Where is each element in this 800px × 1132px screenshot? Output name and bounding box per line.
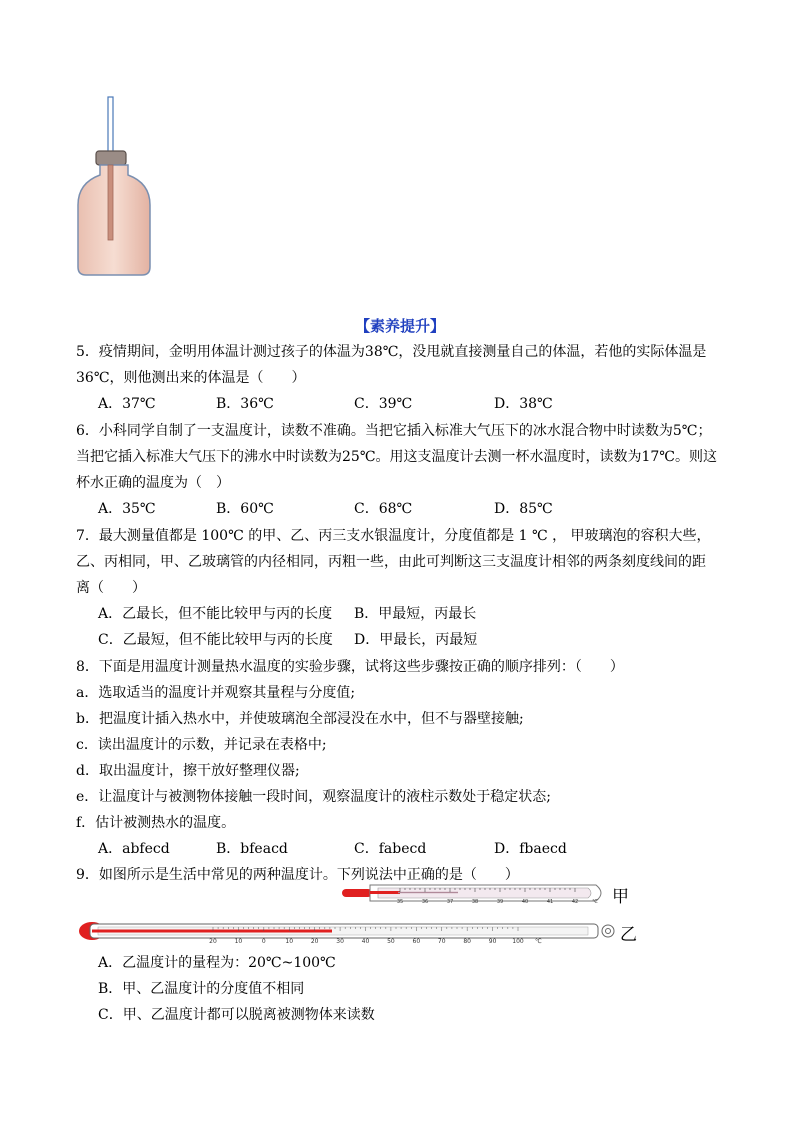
q5-option-c: C．39℃	[354, 396, 413, 412]
q7-option-a: A．乙最长，但不能比较甲与丙的长度	[98, 606, 333, 622]
q9-option-b: B．甲、乙温度计的分度值不相同	[98, 981, 305, 997]
q5-stem-line2: 36℃，则他测出来的体温是（ ）	[76, 370, 306, 386]
q7-stem-line1: 7．最大测量值都是 100℃ 的甲、乙、丙三支水银温度计，分度值都是 1 ℃ ， 甲玻璃泡的容积大些，	[76, 528, 711, 544]
yi-tick-label: 90	[488, 938, 497, 944]
label-jia: 甲	[612, 887, 629, 907]
q8-option-c: C．fabecd	[354, 841, 427, 857]
yi-tick-label: 80	[463, 938, 471, 944]
jia-tick-label: 37	[446, 899, 454, 905]
yi-tick-label: 10	[234, 938, 243, 944]
q9-option-a: A．乙温度计的量程为：20℃~100℃	[98, 955, 336, 971]
yi-tick-label: 10	[285, 938, 294, 944]
jia-tick-label: 41	[546, 899, 554, 905]
jia-tick-label: 36	[421, 899, 429, 905]
label-yi: 乙	[620, 925, 637, 945]
q7-option-b: B．甲最短，丙最长	[354, 606, 477, 622]
q8-step-a: a．选取适当的温度计并观察其量程与分度值;	[76, 685, 356, 701]
jia-tick-label: 35	[396, 899, 404, 905]
yi-tick-label: 40	[361, 938, 370, 944]
yi-tick-label: 30	[336, 938, 344, 944]
q8-step-b: b．把温度计插入热水中，并使玻璃泡全部浸没在水中，但不与器壁接触;	[76, 711, 524, 727]
q6-option-a: A．35℃	[98, 501, 156, 517]
thermometer-yi	[78, 918, 618, 944]
q9-option-c: C．甲、乙温度计都可以脱离被测物体来读数	[98, 1007, 375, 1023]
q7-option-d: D．甲最长，丙最短	[354, 632, 478, 648]
q9-stem-line1: 9．如图所示是生活中常见的两种温度计。下列说法中正确的是（ ）	[76, 867, 519, 883]
jia-tick-label: 40	[521, 899, 529, 905]
yi-tick-label: 50	[387, 938, 395, 944]
q8-step-d: d．取出温度计，擦干放好整理仪器;	[76, 763, 300, 779]
q6-stem-line3: 杯水正确的温度为（ ）	[76, 475, 230, 491]
q8-step-c: c．读出温度计的示数，并记录在表格中;	[76, 737, 327, 753]
bottle-illustration	[70, 95, 160, 280]
yi-unit-label: ℃	[534, 938, 542, 944]
q5-option-a: A．37℃	[98, 396, 156, 412]
q6-option-b: B．60℃	[216, 501, 274, 517]
jia-tick-label: 39	[496, 899, 504, 905]
q5-option-b: B．36℃	[216, 396, 274, 412]
q5-stem-line1: 5．疫情期间，金明用体温计测过孩子的体温为38℃，没甩就直接测量自己的体温，若他的实际体温是	[76, 344, 707, 360]
yi-tick-label: 0	[261, 938, 266, 944]
q7-stem-line2: 乙、丙相同，甲、乙玻璃管的内径相同，丙粗一些，由此可判断这三支温度计相邻的两条刻度线间的距	[76, 554, 706, 570]
q8-option-b: B．bfeacd	[216, 841, 288, 857]
q6-stem-line2: 当把它插入标准大气压下的沸水中时读数为25℃。用这支温度计去测一杯水温度时，读数为17℃。则这	[76, 449, 717, 465]
q6-option-c: C．68℃	[354, 501, 413, 517]
section-title: 【素养提升】	[354, 317, 445, 335]
yi-tick-label: 70	[437, 938, 446, 944]
q6-option-d: D．85℃	[494, 501, 553, 517]
q7-stem-line3: 离（ ）	[76, 580, 146, 596]
jia-tick-label: 42	[571, 899, 579, 905]
yi-tick-label: 20	[209, 938, 217, 944]
yi-tick-label: 100	[512, 938, 524, 944]
q8-option-a: A．abfecd	[98, 841, 170, 857]
q7-option-c: C．乙最短，但不能比较甲与丙的长度	[98, 632, 333, 648]
q8-stem-line1: 8．下面是用温度计测量热水温度的实验步骤，试将这些步骤按正确的顺序排列：（ ）	[76, 659, 624, 675]
thermometer-jia	[340, 882, 610, 906]
q5-option-d: D．38℃	[494, 396, 553, 412]
q8-option-d: D．fbaecd	[494, 841, 567, 857]
jia-unit-label: ℃	[592, 899, 598, 905]
jia-tick-label: 38	[471, 899, 479, 905]
q8-step-f: f．估计被测热水的温度。	[76, 815, 236, 831]
q8-step-e: e．让温度计与被测物体接触一段时间，观察温度计的液柱示数处于稳定状态;	[76, 789, 551, 805]
q6-stem-line1: 6．小科同学自制了一支温度计，读数不准确。当把它插入标准大气压下的冰水混合物中时读数为5℃；	[76, 423, 712, 439]
yi-tick-label: 60	[412, 938, 421, 944]
yi-tick-label: 20	[310, 938, 319, 944]
